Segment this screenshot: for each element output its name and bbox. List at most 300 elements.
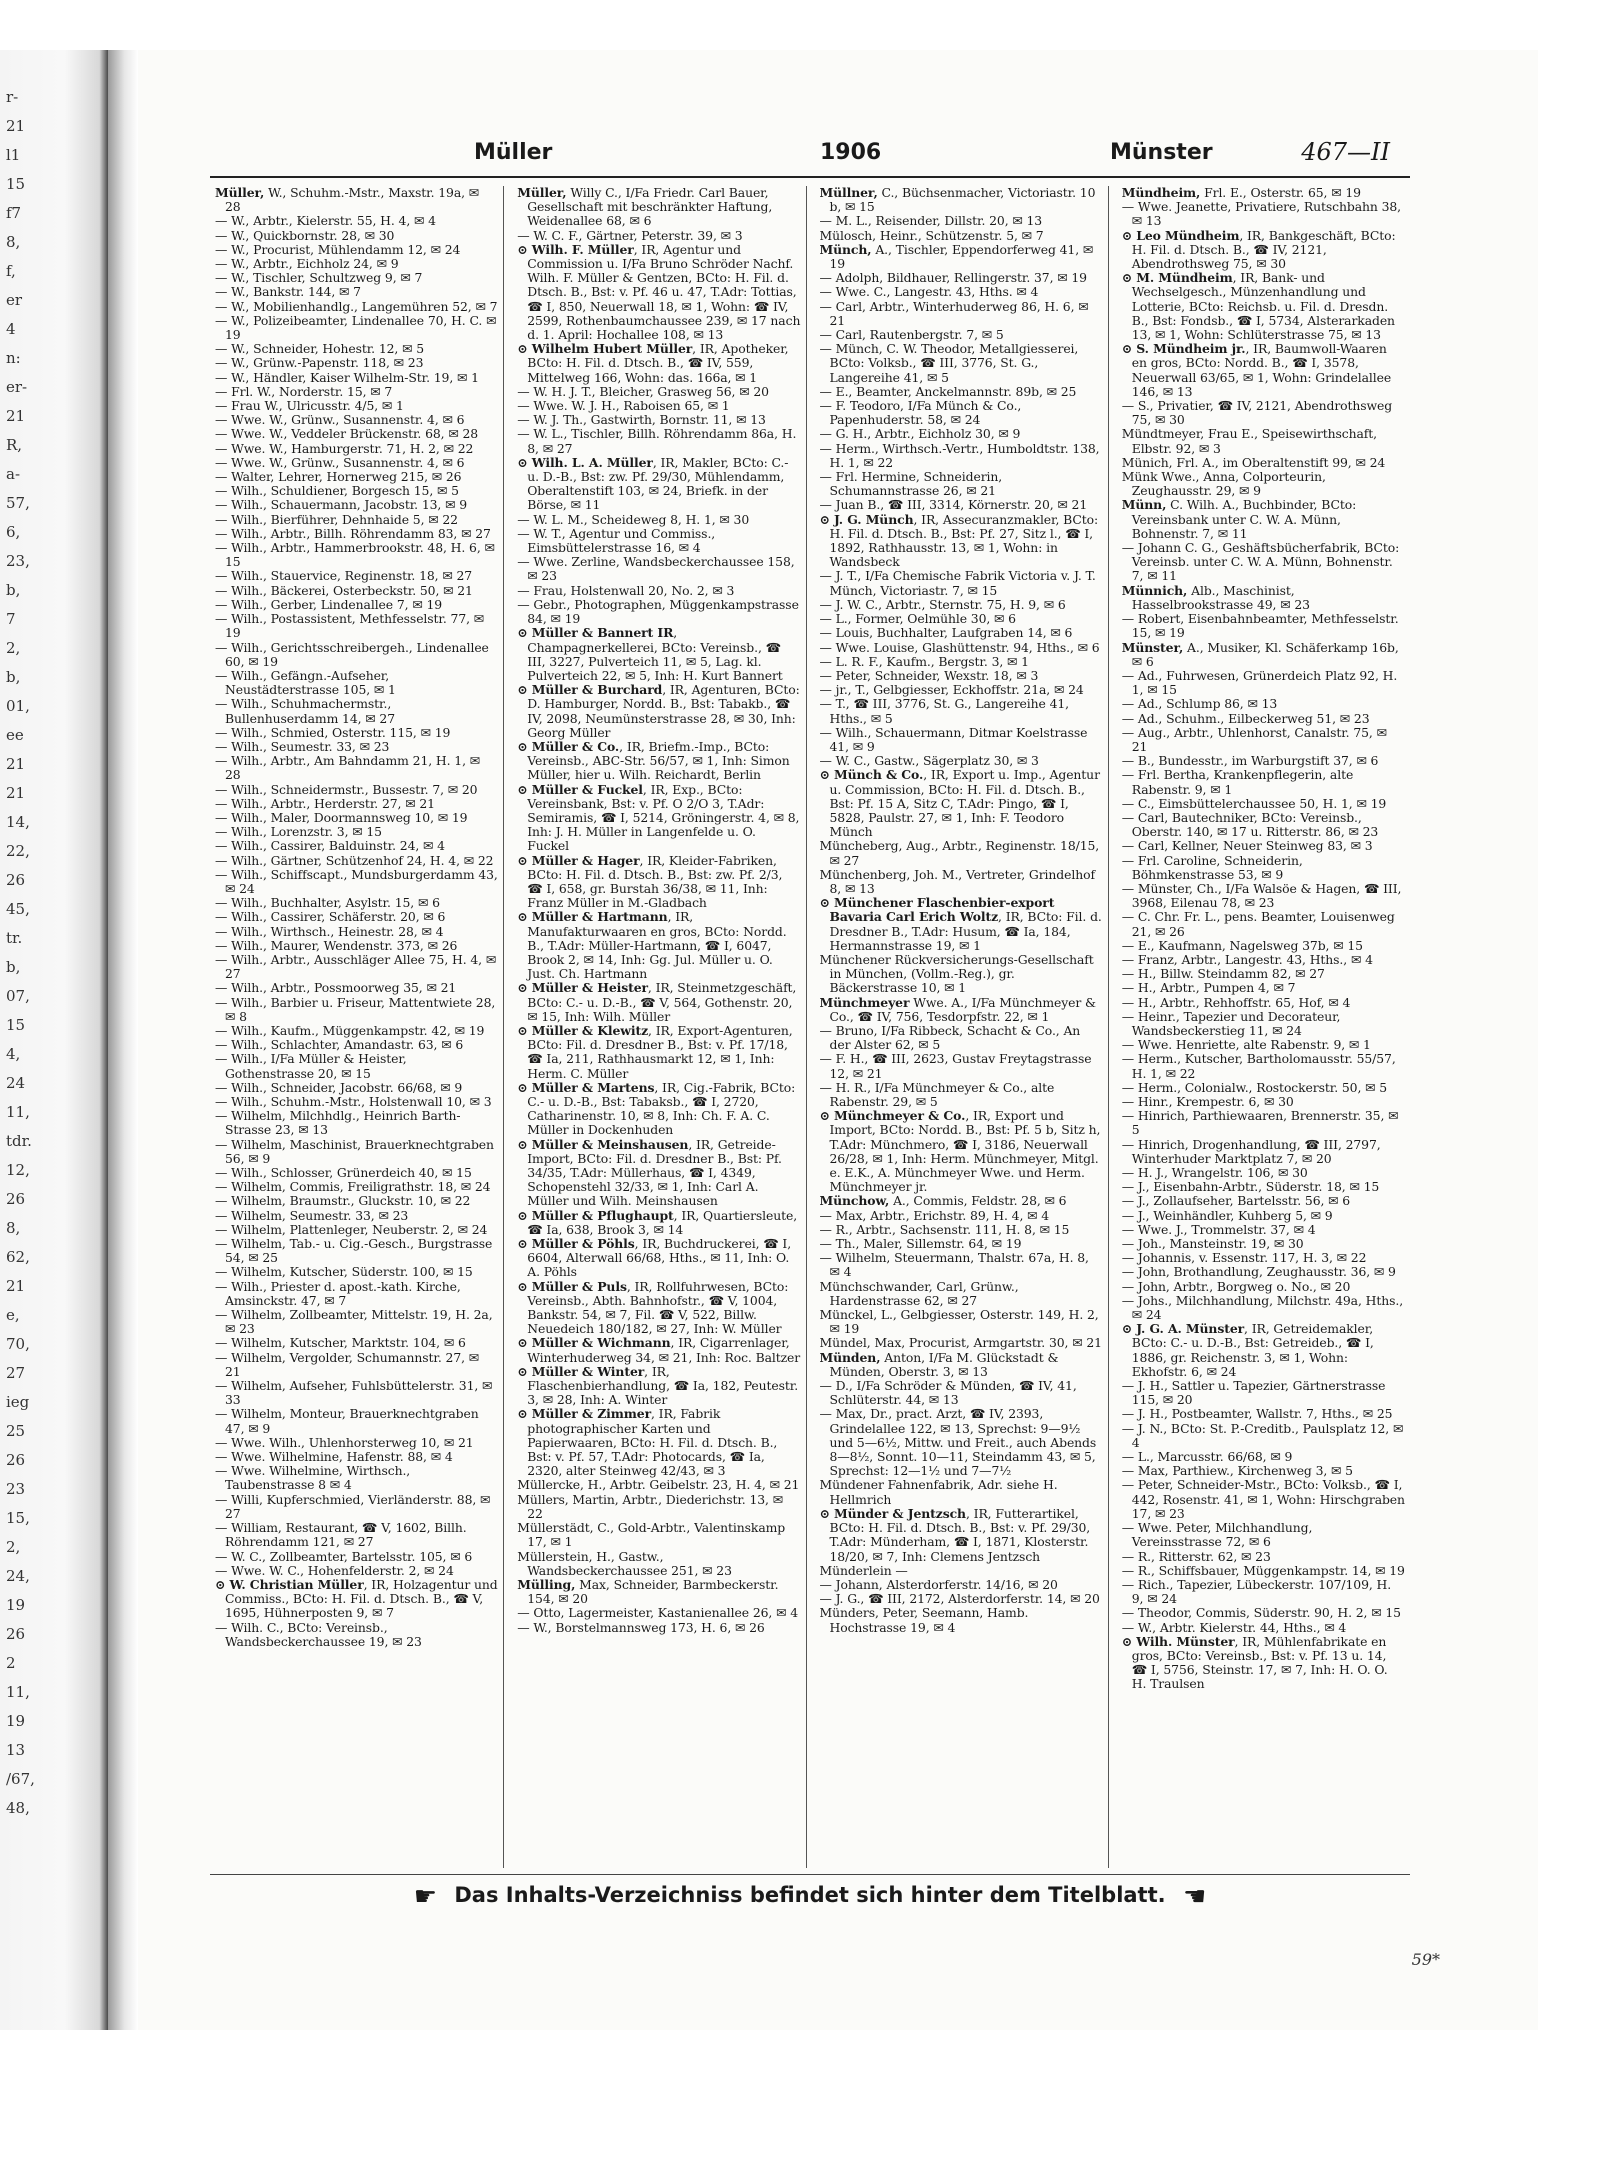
directory-entry: — Wilh., I/Fa Müller & Heister, Gothenstrasse 20, ✉ 15 xyxy=(215,1051,407,1081)
directory-entry: — Ad., Schlump 86, ✉ 13 xyxy=(1121,696,1278,712)
directory-entry: — Aug., Arbtr., Uhlenhorst, Canalstr. 75, ✉ 21 xyxy=(1121,724,1387,754)
directory-entry: — Max, Dr., pract. Arzt, ☎ IV, 2393, Grindelallee 122, ✉ 13, Sprechst: 9—9½ und 5—6½, Mittw. und Freit., auch Abends 8—8½, Sonnt. 10—11, Steindamm 43, ✉ 5, Sprechst: 12—1½ und 7—7½ xyxy=(819,1406,1097,1479)
directory-entry: — John, Arbtr., Borgweg o. No., ✉ 20 xyxy=(1121,1278,1351,1294)
directory-entry: — J. H., Sattler u. Tapezier, Gärtnerstrasse 115, ✉ 20 xyxy=(1121,1378,1386,1408)
directory-entry: Münden, Anton, I/Fa M. Glückstadt & Münden, Oberstr. 3, ✉ 13 xyxy=(819,1349,1059,1379)
directory-entry: — Wilhelm, Tab.- u. Cig.-Gesch., Burgstrasse 54, ✉ 25 xyxy=(215,1236,493,1266)
directory-entry: — Wilh., Postassistent, Methfesselstr. 77, ✉ 19 xyxy=(215,611,485,641)
directory-entry: Müller, W., Schuhm.-Mstr., Maxstr. 19a, ✉ 28 xyxy=(215,186,480,215)
directory-entry: Münderlein — xyxy=(819,1562,908,1578)
directory-entry: — Wilhelm, Milchhdlg., Heinrich Barth-Strasse 23, ✉ 13 xyxy=(215,1108,461,1138)
directory-entry: Münders, Peter, Seemann, Hamb. Hochstrasse 19, ✉ 4 xyxy=(819,1605,1029,1635)
directory-entry: — Frl. Hermine, Schneiderin, Schumannstrasse 26, ✉ 21 xyxy=(819,469,1003,499)
previous-page-text-fragment: f, xyxy=(6,262,16,280)
directory-entry: Münich, Frl. A., im Oberaltenstift 99, ✉ 24 xyxy=(1121,454,1386,470)
directory-entry: — Wilh., Schuhmachermstr., Bullenhuserdamm 14, ✉ 27 xyxy=(215,696,395,726)
previous-page-text-fragment: er- xyxy=(6,378,28,396)
directory-entry: — W. H. J. T., Bleicher, Grasweg 56, ✉ 20 xyxy=(517,383,769,399)
previous-page-text-fragment: n: xyxy=(6,349,21,367)
directory-entry: — Johann, Alsterdorferstr. 14/16, ✉ 20 xyxy=(819,1576,1058,1592)
previous-page-text-fragment: 8, xyxy=(6,233,21,251)
directory-entry: — Wilh., Buchhalter, Asylstr. 15, ✉ 6 xyxy=(215,895,440,911)
directory-entry: — Carl, Bautechniker, BCto: Vereinsb., Oberstr. 140, ✉ 17 u. Ritterstr. 86, ✉ 23 xyxy=(1121,809,1379,840)
previous-page-text-fragment: 12, xyxy=(6,1161,30,1179)
directory-entry: — E., Beamter, Anckelmannstr. 89b, ✉ 25 xyxy=(819,383,1077,399)
directory-entry: — H., Arbtr., Rehhoffstr. 65, Hof, ✉ 4 xyxy=(1121,994,1351,1010)
previous-page-text-fragment: 2 xyxy=(6,1654,16,1672)
previous-page-text-fragment: 19 xyxy=(6,1712,26,1730)
directory-entry: — Wilh., Cassirer, Balduinstr. 24, ✉ 4 xyxy=(215,838,445,854)
directory-entry: Mülling, Max, Schneider, Barmbeckerstr. 154, ✉ 20 xyxy=(517,1576,779,1607)
directory-entry: — Wilh., Wirthsch., Heinestr. 28, ✉ 4 xyxy=(215,923,444,939)
directory-entry: — Wilh., Schiffscapt., Mundsburgerdamm 43, ✉ 24 xyxy=(215,866,498,896)
directory-entry: ⊙ J. G. Münch, IR, Assecuranzmakler, BCto: H. Fil. d. Dtsch. B., Bst: Pf. 27, Sitz l., ☎ I, 1892, Rathhausstr. 13, ✉ 1, Wohn: in Wandsbeck xyxy=(819,511,1099,570)
directory-entry: ⊙ Müller & Burchard, IR, Agenturen, BCto: D. Hamburger, Nordd. B., Bst: Tabakb., ☎ IV, 2098, Neumünsterstrasse 28, ✉ 30, Inh: Georg Müller xyxy=(517,682,800,740)
directory-entry: Münchschwander, Carl, Grünw., Hardenstrasse 62, ✉ 27 xyxy=(819,1278,1019,1308)
directory-entry: — Bruno, I/Fa Ribbeck, Schacht & Co., An der Alster 62, ✉ 5 xyxy=(819,1022,1081,1053)
directory-entry: — Theodor, Commis, Süderstr. 90, H. 2, ✉ 15 xyxy=(1121,1605,1401,1621)
directory-entry: — J., Weinhändler, Kuhberg 5, ✉ 9 xyxy=(1121,1207,1333,1223)
directory-entry: — Frl. Caroline, Schneiderin, Böhmkenstrasse 53, ✉ 9 xyxy=(1121,852,1303,882)
directory-entry: — Wilhelm, Vergolder, Schumannstr. 27, ✉ 21 xyxy=(215,1349,480,1379)
directory-entry: — W., Quickbornstr. 28, ✉ 30 xyxy=(215,227,395,243)
directory-entry: ⊙ Münchener Flaschenbier-export Bavaria Carl Erich Woltz, IR, BCto: Fil. d. Dresdner B., T.Adr: Husum, ☎ Ia, 184, Hermannstrasse 19, ✉ 1 xyxy=(819,895,1102,953)
directory-entry: — Wilh., Bierführer, Dehnhaide 5, ✉ 22 xyxy=(215,511,458,527)
printer-signature: 59* xyxy=(1411,1950,1440,1969)
directory-entry: — Joh., Mansteinstr. 19, ✉ 30 xyxy=(1121,1236,1304,1252)
previous-page-text-fragment: r- xyxy=(6,88,19,106)
previous-page-text-fragment: 57, xyxy=(6,494,30,512)
directory-entry: — D., I/Fa Schröder & Münden, ☎ IV, 41, Schlüterstr. 44, ✉ 13 xyxy=(819,1378,1077,1408)
directory-entry: — Wilhelm, Kutscher, Süderstr. 100, ✉ 15 xyxy=(215,1264,473,1280)
directory-entry: — Wilh., Priester d. apost.-kath. Kirche, Amsinckstr. 47, ✉ 7 xyxy=(215,1278,461,1308)
directory-entry: Münk Wwe., Anna, Colporteurin, Zeughausstr. 29, ✉ 9 xyxy=(1121,469,1326,499)
directory-entry: ⊙ Müller & Pflughaupt, IR, Quartiersleute, ☎ Ia, 638, Brook 3, ✉ 14 xyxy=(517,1207,798,1237)
directory-entry: — W. T., Agentur und Commiss., Eimsbüttelerstrasse 16, ✉ 4 xyxy=(517,525,716,556)
previous-page-text-fragment: ieg xyxy=(6,1393,30,1411)
previous-page-text-fragment: 26 xyxy=(6,871,26,889)
directory-entry: ⊙ Müller & Fuckel, IR, Exp., BCto: Vereinsbank, Bst: v. Pf. O 2/O 3, T.Adr: Semiramis, ☎ I, 5214, Gröningerstr. 4, ✉ 8, Inh: J. H. Müller in Langenfelde u. O. Fuckel xyxy=(517,781,800,854)
directory-entry: ⊙ Müller & Bannert IR, Champagnerkellerei, BCto: Vereinsb., ☎ III, 3227, Pulverteich 11, ✉ 5, Lag. kl. Pulverteich 22, ✉ 5, Inh: H. Kurt Bannert xyxy=(517,625,783,683)
directory-entry: — Wilhelm, Maschinist, Brauerknechtgraben 56, ✉ 9 xyxy=(215,1136,494,1166)
directory-entry: ⊙ Münchmeyer & Co., IR, Export und Import, BCto: Nordd. B., Bst: Pf. 5 b, Sitz h, T.Adr: Münchmero, ☎ I, 3186, Neuerwall 26/28, ✉ 1, Inh: Herm. Münchmeyer, Mitgl. e. E.K., A. Münchmeyer Wwe. und Herm. Münchmeyer jr. xyxy=(819,1108,1101,1195)
directory-entry: ⊙ W. Christian Müller, IR, Holzagentur und Commiss., BCto: H. Fil. d. Dtsch. B., ☎ V, 1695, Hühnerposten 9, ✉ 7 xyxy=(215,1576,498,1621)
directory-entry: — Juan B., ☎ III, 3314, Körnerstr. 20, ✉ 21 xyxy=(819,497,1088,513)
directory-entry: — J. N., BCto: St. P.-Creditb., Paulsplatz 12, ✉ 4 xyxy=(1121,1420,1404,1450)
directory-entry: ⊙ Wilh. Münster, IR, Mühlenfabrikate en gros, BCto: Vereinsb., Bst: v. Pf. 13 u. 14, ☎ I, 5756, Steinstr. 17, ✉ 7, Inh: H. O. O. H. Traulsen xyxy=(1121,1633,1388,1692)
directory-entry: Müllercke, H., Arbtr. Geibelstr. 23, H. 4, ✉ 21 xyxy=(517,1477,800,1493)
directory-entry: — Wwe. C., Langestr. 43, Hths. ✉ 4 xyxy=(819,284,1039,300)
directory-entry: ⊙ Müller & Hartmann, IR, Manufakturwaaren en gros, BCto: Nordd. B., T.Adr: Müller-Hartmann, ☎ I, 6047, Brook 2, ✉ 14, Inh: Gg. Jul. Müller u. O. Just. Ch. Hartmann xyxy=(517,909,787,982)
directory-entry: — W., Schneider, Hohestr. 12, ✉ 5 xyxy=(215,341,425,357)
directory-entry: — Wwe. Wilhelmine, Wirthsch., Taubenstrasse 8 ✉ 4 xyxy=(215,1463,411,1493)
directory-entry: — Peter, Schneider, Wexstr. 18, ✉ 3 xyxy=(819,667,1039,683)
directory-entry: — G. H., Arbtr., Eichholz 30, ✉ 9 xyxy=(819,426,1021,442)
directory-entry: — Wilhelm, Monteur, Brauerknechtgraben 47, ✉ 9 xyxy=(215,1406,479,1436)
previous-page-text-fragment: 8, xyxy=(6,1219,21,1237)
directory-entry: ⊙ Wilh. L. A. Müller, IR, Makler, BCto: C.- u. D.-B., Bst: zw. Pf. 29/30, Mühlendamm, Oberaltenstift 103, ✉ 24, Briefk. in der Börse, ✉ 11 xyxy=(517,454,789,513)
directory-columns xyxy=(210,186,1410,1868)
directory-entry: Müller, Willy C., I/Fa Friedr. Carl Bauer, Gesellschaft mit beschränkter Haftung, Weidenallee 68, ✉ 6 xyxy=(517,186,773,229)
column-3 xyxy=(815,186,1109,1868)
directory-entry: — Wwe. W., Veddeler Brückenstr. 68, ✉ 28 xyxy=(215,426,479,442)
directory-entry: — Herm., Kutscher, Bartholomausstr. 55/57, H. 1, ✉ 22 xyxy=(1121,1051,1396,1081)
directory-entry: Mündel, Max, Procurist, Armgartstr. 30, ✉ 21 xyxy=(819,1335,1102,1351)
directory-entry: ⊙ Müller & Heister, IR, Steinmetzgeschäft, BCto: C.- u. D.-B., ☎ V, 564, Gothenstr. 20, ✉ 15, Inh: Wilh. Müller xyxy=(517,980,797,1024)
directory-entry: — R., Arbtr., Sachsenstr. 111, H. 8, ✉ 15 xyxy=(819,1221,1070,1237)
directory-entry: — Wwe. J., Trommelstr. 37, ✉ 4 xyxy=(1121,1221,1316,1237)
directory-entry: — Ad., Schuhm., Eilbeckerweg 51, ✉ 23 xyxy=(1121,710,1370,726)
directory-entry: ⊙ J. G. A. Münster, IR, Getreidemakler, BCto: C.- u. D.-B., Bst: Getreideb., ☎ I, 1886, gr. Reichenstr. 3, ✉ 1, Wohn: Ekhofstr. 6, ✉ 24 xyxy=(1121,1321,1374,1379)
directory-entry: — Hinrich, Parthiewaaren, Brennerstr. 35, ✉ 5 xyxy=(1121,1108,1399,1138)
directory-entry: — Wilh., Barbier u. Friseur, Mattentwiete 28, ✉ 8 xyxy=(215,994,496,1024)
directory-entry: — R., Ritterstr. 62, ✉ 23 xyxy=(1121,1548,1271,1564)
directory-entry: — Carl, Rautenbergstr. 7, ✉ 5 xyxy=(819,327,1004,343)
directory-entry: — Wilh., Seumestr. 33, ✉ 23 xyxy=(215,738,390,754)
directory-entry: — W., Tischler, Schultzweg 9, ✉ 7 xyxy=(215,270,423,286)
previous-page-text-fragment: 27 xyxy=(6,1364,26,1382)
directory-entry: Müllerstein, H., Gastw., Wandsbeckerchaussee 251, ✉ 23 xyxy=(517,1548,732,1578)
footer-text: Das Inhalts-Verzeichniss befindet sich hinter dem Titelblatt. xyxy=(454,1883,1166,1907)
directory-entry: ⊙ Müller & Meinshausen, IR, Getreide-Import, BCto: Fil. d. Dresdner B., Bst: Pf. 34/35, T.Adr: Müllerhaus, ☎ I, 4349, Schopenstehl 32/33, ✉ 1, Inh: Carl A. Müller und Wilh. Meinshausen xyxy=(517,1136,782,1209)
directory-entry: — W., Händler, Kaiser Wilhelm-Str. 19, ✉ 1 xyxy=(215,369,479,385)
previous-page-text-fragment: 15 xyxy=(6,1016,26,1034)
directory-entry: — Wilh., Arbtr., Ausschläger Allee 75, H. 4, ✉ 27 xyxy=(215,951,497,982)
directory-entry: Münch, A., Tischler, Eppendorferweg 41, ✉ 19 xyxy=(819,241,1094,272)
previous-page-text-fragment: 24 xyxy=(6,1074,26,1092)
directory-entry: — Frau, Holstenwall 20, No. 2, ✉ 3 xyxy=(517,582,735,598)
directory-entry: — Wilh., Arbtr., Am Bahndamm 21, H. 1, ✉ 28 xyxy=(215,753,481,783)
directory-entry: — Wilh., Schlachter, Amandastr. 63, ✉ 6 xyxy=(215,1037,464,1053)
directory-entry: Münchenberg, Joh. M., Vertreter, Grindelhof 8, ✉ 13 xyxy=(819,866,1095,896)
directory-entry: ⊙ Leo Mündheim, IR, Bankgeschäft, BCto: H. Fil. d. Dtsch. B., ☎ IV, 2121, Abendrothsweg 75, ✉ 30 xyxy=(1121,227,1396,272)
directory-entry: — S., Privatier, ☎ IV, 2121, Abendrothsweg 75, ✉ 30 xyxy=(1121,398,1393,428)
directory-entry: — J. T., I/Fa Chemische Fabrik Victoria v. J. T. Münch, Victoriastr. 7, ✉ 15 xyxy=(819,568,1096,598)
directory-entry: — H. J., Wrangelstr. 106, ✉ 30 xyxy=(1121,1165,1308,1181)
previous-page-text-fragment: 14, xyxy=(6,813,30,831)
previous-page-text-fragment: tr. xyxy=(6,929,23,947)
directory-entry: Müllner, C., Büchsenmacher, Victoriastr. 10 b, ✉ 15 xyxy=(819,186,1096,215)
directory-entry: Münn, C. Wilh. A., Buchbinder, BCto: Vereinsbank unter C. W. A. Münn, Bohnenstr. 7, ✉ 11 xyxy=(1121,497,1357,541)
previous-page-text-fragment: 48, xyxy=(6,1799,30,1817)
previous-page-text-fragment: 21 xyxy=(6,117,26,135)
directory-entry: — Wilh., Schuldiener, Borgesch 15, ✉ 5 xyxy=(215,483,459,499)
directory-entry: — Wilh., Bäckerei, Osterbeckstr. 50, ✉ 21 xyxy=(215,582,473,598)
directory-entry: — W., Polizeibeamter, Lindenallee 70, H. C. ✉ 19 xyxy=(215,312,497,343)
directory-entry: ⊙ Müller & Zimmer, IR, Fabrik photographischer Karten und Papierwaaren, BCto: H. Fil. d. Dtsch. B., Bst: v. Pf. 57, T.Adr: Photocards, ☎ Ia, 2320, alter Steinweg 42/43, ✉ 3 xyxy=(517,1406,778,1479)
previous-page-text-fragment: b, xyxy=(6,958,21,976)
previous-page-text-fragment: e, xyxy=(6,1306,20,1324)
directory-entry: — W. J. Th., Gastwirth, Bornstr. 11, ✉ 13 xyxy=(517,412,766,428)
directory-entry: — J. W. C., Arbtr., Sternstr. 75, H. 9, ✉ 6 xyxy=(819,596,1066,612)
directory-entry: — Wwe. Wilh., Uhlenhorsterweg 10, ✉ 21 xyxy=(215,1434,474,1450)
directory-entry: — Frau W., Ulricusstr. 4/5, ✉ 1 xyxy=(215,398,404,414)
directory-entry: ⊙ Müller & Pöhls, IR, Buchdruckerei, ☎ I, 6604, Alterwall 66/68, Hths., ✉ 11, Inh: O. A. Pöhls xyxy=(517,1236,792,1280)
previous-page-edge xyxy=(0,50,111,2030)
previous-page-text-fragment: l1 xyxy=(6,146,21,164)
directory-entry: ⊙ Müller & Hager, IR, Kleider-Fabriken, BCto: H. Fil. d. Dtsch. B., Bst: zw. Pf. 2/3, ☎ I, 658, gr. Burstah 36/38, ✉ 11, Inh: Franz Müller in M.-Gladbach xyxy=(517,852,783,911)
directory-entry: — Wwe. W., Hamburgerstr. 71, H. 2, ✉ 22 xyxy=(215,440,474,456)
directory-entry: — Peter, Schneider-Mstr., BCto: Volksb., ☎ I, 442, Rosenstr. 41, ✉ 1, Wohn: Hirschgraben 17, ✉ 23 xyxy=(1121,1477,1405,1521)
previous-page-text-fragment: 13 xyxy=(6,1741,26,1759)
directory-entry: — Robert, Eisenbahnbeamter, Methfesselstr. 15, ✉ 19 xyxy=(1121,611,1399,641)
directory-entry: ⊙ Müller & Wichmann, IR, Cigarrenlager, Winterhuderweg 34, ✉ 21, Inh: Roc. Baltzer xyxy=(517,1335,801,1365)
previous-page-text-fragment: 26 xyxy=(6,1451,26,1469)
directory-entry: — Th., Maler, Sillemstr. 64, ✉ 19 xyxy=(819,1236,1022,1252)
previous-page-text-fragment: 4 xyxy=(6,320,16,338)
directory-entry: — Wilh. C., BCto: Vereinsb., Wandsbeckerchaussee 19, ✉ 23 xyxy=(215,1619,422,1649)
directory-entry: ⊙ S. Mündheim jr., IR, Baumwoll-Waaren en gros, BCto: Nordd. B., ☎ I, 3578, Neuerwall 63/65, ✉ 1, Wohn: Grindelallee 146, ✉ 13 xyxy=(1121,341,1392,399)
directory-entry: ⊙ Münch & Co., IR, Export u. Imp., Agentur u. Commission, BCto: H. Fil. d. Dtsch. B., Bst: Pf. 15 A, Sitz C, T.Adr: Pingo, ☎ I, 5828, Paulstr. 27, ✉ 1, Inh: F. Teodoro Münch xyxy=(819,767,1100,840)
previous-page-text-fragment: 22, xyxy=(6,842,30,860)
directory-entry: — Wilh., Schneidermstr., Bussestr. 7, ✉ 20 xyxy=(215,781,478,797)
directory-entry: — W., Borstelmannsweg 173, H. 6, ✉ 26 xyxy=(517,1619,765,1635)
directory-entry: — Wilh., Schuhm.-Mstr., Holstenwall 10, ✉ 3 xyxy=(215,1094,492,1109)
directory-entry: — Wilh., Gefängn.-Aufseher, Neustädterstrasse 105, ✉ 1 xyxy=(215,667,396,698)
directory-entry: — Hinr., Krempestr. 6, ✉ 30 xyxy=(1121,1094,1294,1109)
directory-entry: — Wilhelm, Braumstr., Gluckstr. 10, ✉ 22 xyxy=(215,1193,471,1209)
directory-entry: Münster, A., Musiker, Kl. Schäferkamp 16b, ✉ 6 xyxy=(1121,639,1399,669)
directory-entry: — W. C., Zollbeamter, Bartelsstr. 105, ✉ 6 xyxy=(215,1548,473,1564)
previous-page-text-fragment: 15 xyxy=(6,175,26,193)
directory-entry: — Wilh., Gärtner, Schützenhof 24, H. 4, ✉ 22 xyxy=(215,852,494,868)
directory-entry: — Wilh., Gerber, Lindenallee 7, ✉ 19 xyxy=(215,596,443,612)
directory-entry: — Wilh., Schmied, Osterstr. 115, ✉ 19 xyxy=(215,724,451,740)
previous-page-text-fragment: 4, xyxy=(6,1045,21,1063)
directory-entry: — W. C. F., Gärtner, Peterstr. 39, ✉ 3 xyxy=(517,227,743,243)
directory-entry: — L. R. F., Kaufm., Bergstr. 3, ✉ 1 xyxy=(819,653,1029,669)
directory-entry: — Otto, Lagermeister, Kastanienallee 26, ✉ 4 xyxy=(517,1605,798,1621)
previous-page-text-fragment: 15, xyxy=(6,1509,30,1527)
directory-entry: — J. H., Postbeamter, Wallstr. 7, Hths., ✉ 25 xyxy=(1121,1406,1393,1422)
directory-entry: — Herm., Wirthsch.-Vertr., Humboldtstr. 138, H. 1, ✉ 22 xyxy=(819,440,1100,470)
pointing-hand-left-icon: ☚ xyxy=(1182,1882,1207,1912)
previous-page-text-fragment: 21 xyxy=(6,784,26,802)
previous-page-text-fragment: 23 xyxy=(6,1480,26,1498)
directory-entry: — L., Former, Oelmühle 30, ✉ 6 xyxy=(819,611,1016,627)
page-number: 467—II xyxy=(1301,138,1390,166)
directory-entry: — W., Arbtr., Kielerstr. 55, H. 4, ✉ 4 xyxy=(215,213,436,229)
header-name-range-end: Münster xyxy=(1110,140,1213,165)
previous-page-text-fragment: 19 xyxy=(6,1596,26,1614)
directory-entry: Mündener Fahnenfabrik, Adr. siehe H. Hellmrich xyxy=(819,1477,1058,1507)
directory-entry: — F. Teodoro, I/Fa Münch & Co., Papenhuderstr. 58, ✉ 24 xyxy=(819,398,1022,428)
previous-page-text-fragment: a- xyxy=(6,465,21,483)
directory-entry: — Wwe. Henriette, alte Rabenstr. 9, ✉ 1 xyxy=(1121,1037,1371,1053)
directory-entry: Münnich, Alb., Maschinist, Hasselbrookstrasse 49, ✉ 23 xyxy=(1121,582,1310,612)
previous-page-text-fragment: 62, xyxy=(6,1248,30,1266)
directory-entry: — Wilh., Schneider, Jacobstr. 66/68, ✉ 9 xyxy=(215,1079,463,1095)
footer-rule xyxy=(210,1874,1410,1875)
pointing-hand-right-icon: ☛ xyxy=(413,1882,438,1912)
directory-entry: — Münster, Ch., I/Fa Walsöe & Hagen, ☎ III, 3968, Eilenau 78, ✉ 23 xyxy=(1121,880,1402,911)
book-gutter xyxy=(108,50,138,2030)
previous-page-text-fragment: 70, xyxy=(6,1335,30,1353)
directory-entry: — Louis, Buchhalter, Laufgraben 14, ✉ 6 xyxy=(819,625,1073,641)
directory-entry: — Herm., Colonialw., Rostockerstr. 50, ✉ 5 xyxy=(1121,1079,1388,1095)
directory-entry: — Wilhelm, Steuermann, Thalstr. 67a, H. 8, ✉ 4 xyxy=(819,1250,1089,1280)
directory-entry: ⊙ Müller & Klewitz, IR, Export-Agenturen, BCto: Fil. d. Dresdner B., Bst: v. Pf. 17/18, ☎ Ia, 211, Rathhausmarkt 12, ✉ 1, Inh: Herm. C. Müller xyxy=(517,1022,793,1081)
directory-entry: — Heinr., Tapezier und Decorateur, Wandsbeckerstieg 11, ✉ 24 xyxy=(1121,1008,1341,1038)
directory-entry: — W., Arbtr., Eichholz 24, ✉ 9 xyxy=(215,256,399,272)
directory-entry: — W., Mobilienhandlg., Langemühren 52, ✉ 7 xyxy=(215,298,498,314)
previous-page-text-fragment: 21 xyxy=(6,407,26,425)
directory-entry: ⊙ Müller & Winter, IR, Flaschenbierhandlung, ☎ Ia, 182, Peutestr. 3, ✉ 28, Inh: A. Winter xyxy=(517,1363,799,1408)
directory-entry: — C., Eimsbüttelerchaussee 50, H. 1, ✉ 19 xyxy=(1121,795,1387,811)
directory-entry: — Frl. Bertha, Krankenpflegerin, alte Rabenstr. 9, ✉ 1 xyxy=(1121,767,1354,797)
directory-entry: — Johs., Milchhandlung, Milchstr. 49a, Hths., ✉ 24 xyxy=(1121,1292,1404,1323)
directory-entry: Müllerstädt, C., Gold-Arbtr., Valentinskamp 17, ✉ 1 xyxy=(517,1520,786,1550)
column-4 xyxy=(1117,186,1410,1868)
directory-entry: — W., Grünw.-Papenstr. 118, ✉ 23 xyxy=(215,355,424,371)
directory-entry: — W., Arbtr. Kielerstr. 44, Hths., ✉ 4 xyxy=(1121,1619,1347,1635)
directory-entry: — H. R., I/Fa Münchmeyer & Co., alte Rabenstr. 29, ✉ 5 xyxy=(819,1079,1055,1109)
previous-page-text-fragment: er xyxy=(6,291,23,309)
directory-entry: — L., Marcusstr. 66/68, ✉ 9 xyxy=(1121,1449,1293,1465)
directory-entry: — E., Kaufmann, Nagelsweg 37b, ✉ 15 xyxy=(1121,937,1363,953)
previous-page-text-fragment: 23, xyxy=(6,552,30,570)
directory-entry: — R., Schiffsbauer, Müggenkampstr. 14, ✉ 19 xyxy=(1121,1562,1405,1578)
directory-entry: — W., Procurist, Mühlendamm 12, ✉ 24 xyxy=(215,241,461,257)
directory-entry: — John, Brothandlung, Zeughausstr. 36, ✉ 9 xyxy=(1121,1264,1396,1280)
directory-entry: ⊙ Wilh. F. Müller, IR, Agentur und Commission u. I/Fa Bruno Schröder Nachf. Wilh. F. Müller & Gentzen, BCto: H. Fil. d. Dtsch. B., Bst: v. Pf. 46 u. 47, T.Adr: Tottias, ☎ I, 850, Neuerwall 18, ✉ 1, Wohn: ☎ IV, 2599, Rothenbaumchaussee 239, ✉ 17 nach d. 1. April: Hochallee 108, ✉ 13 xyxy=(517,241,801,343)
directory-entry: — J., Eisenbahn-Arbtr., Süderstr. 18, ✉ 15 xyxy=(1121,1179,1380,1195)
directory-entry: — W. C., Gastw., Sägerplatz 30, ✉ 3 xyxy=(819,753,1039,769)
directory-entry: — Wilh., Maurer, Wendenstr. 373, ✉ 26 xyxy=(215,937,458,953)
directory-entry: Münchow, A., Commis, Feldstr. 28, ✉ 6 xyxy=(819,1193,1067,1209)
directory-entry: — Adolph, Bildhauer, Rellingerstr. 37, ✉ 19 xyxy=(819,270,1087,286)
header-year: 1906 xyxy=(820,140,882,165)
directory-entry: — Wilh., Schauermann, Ditmar Koelstrasse 41, ✉ 9 xyxy=(819,724,1088,754)
directory-entry: — J., Zollaufseher, Bartelsstr. 56, ✉ 6 xyxy=(1121,1193,1351,1209)
directory-entry: Münckel, L., Gelbgiesser, Osterstr. 149, H. 2, ✉ 19 xyxy=(819,1307,1099,1337)
previous-page-text-fragment: 25 xyxy=(6,1422,26,1440)
previous-page-text-fragment: 2, xyxy=(6,639,21,657)
directory-entry: — Max, Parthiew., Kirchenweg 3, ✉ 5 xyxy=(1121,1463,1353,1479)
directory-entry: — Carl, Arbtr., Winterhuderweg 86, H. 6, ✉ 21 xyxy=(819,298,1089,328)
previous-page-text-fragment: 26 xyxy=(6,1190,26,1208)
previous-page-text-fragment: tdr. xyxy=(6,1132,32,1150)
directory-entry: ⊙ Müller & Martens, IR, Cig.-Fabrik, BCto: C.- u. D.-B., Bst: Tabaksb., ☎ I, 2720, Catharinenstr. 10, ✉ 8, Inh: Ch. F. A. C. Müller in Dockenhuden xyxy=(517,1079,796,1138)
previous-page-text-fragment: 21 xyxy=(6,1277,26,1295)
directory-entry: — Wilhelm, Commis, Freiligrathstr. 18, ✉ 24 xyxy=(215,1179,491,1195)
directory-entry: ⊙ M. Mündheim, IR, Bank- und Wechselgesch., Münzenhandlung und Lotterie, BCto: Reichsb. u. Fil. d. Dresdn. B., Bst: Fondsb., ☎ I, 5734, Alsterarkaden 13, ✉ 1, Wohn: Schlüterstrasse 75, ✉ 13 xyxy=(1121,270,1395,343)
previous-page-text-fragment: 11, xyxy=(6,1683,30,1701)
directory-entry: — Wilh., Schauermann, Jacobstr. 13, ✉ 9 xyxy=(215,497,467,513)
directory-entry: — Wilh., Gerichtsschreibergeh., Lindenallee 60, ✉ 19 xyxy=(215,639,489,669)
previous-page-text-fragment: 45, xyxy=(6,900,30,918)
directory-entry: — Ad., Fuhrwesen, Grünerdeich Platz 92, H. 1, ✉ 15 xyxy=(1121,667,1398,698)
directory-entry: — Wilh., Arbtr., Herderstr. 27, ✉ 21 xyxy=(215,795,435,811)
previous-page-text-fragment: b, xyxy=(6,668,21,686)
previous-page-text-fragment: 01, xyxy=(6,697,30,715)
directory-entry: ⊙ Wilhelm Hubert Müller, IR, Apotheker, BCto: H. Fil. d. Dtsch. B., ☎ IV, 559, Mittelweg 166, Wohn: das. 166a, ✉ 1 xyxy=(517,341,789,385)
directory-entry: — Walter, Lehrer, Hornerweg 215, ✉ 26 xyxy=(215,469,462,485)
directory-entry: — Wilh., Arbtr., Hammerbrookstr. 48, H. 6, ✉ 15 xyxy=(215,540,495,570)
directory-entry: — Wwe. W., Grünw., Susannenstr. 4, ✉ 6 xyxy=(215,454,465,470)
directory-entry: Müllers, Martin, Arbtr., Diederichstr. 13, ✉ 22 xyxy=(517,1491,783,1521)
directory-entry: — Wilh., Cassirer, Schäferstr. 20, ✉ 6 xyxy=(215,909,446,925)
directory-entry: ⊙ Müller & Co., IR, Briefm.-Imp., BCto: Vereinsb., ABC-Str. 56/57, ✉ 1, Inh: Simon Müller, hier u. Wilh. Reichardt, Berlin xyxy=(517,738,790,783)
directory-entry: — Rich., Tapezier, Lübeckerstr. 107/109, H. 9, ✉ 24 xyxy=(1121,1576,1392,1607)
header-name-range: Müller xyxy=(474,140,553,165)
directory-entry: — Gebr., Photographen, Müggenkampstrasse 84, ✉ 19 xyxy=(517,596,799,627)
column-1 xyxy=(210,186,504,1868)
directory-entry: — Johann C. G., Geshäftsbücherfabrik, BCto: Vereinsb. unter C. W. A. Münn, Bohnenstr. 7, ✉ 11 xyxy=(1121,540,1400,584)
directory-entry: — jr., T., Gelbgiesser, Eckhoffstr. 21a, ✉ 24 xyxy=(819,682,1084,698)
directory-entry: — Wilh., Maler, Doormannsweg 10, ✉ 19 xyxy=(215,809,468,825)
directory-entry: — Wwe. W. J. H., Raboisen 65, ✉ 1 xyxy=(517,398,730,414)
directory-entry: ⊙ Müller & Puls, IR, Rollfuhrwesen, BCto: Vereinsb., Abth. Bahnhofstr., ☎ V, 1004, Bankstr. 54, ✉ 7, Fil. ☎ V, 522, Billw. Neuedeich 180/182, ✉ 27, Inh: W. Müller xyxy=(517,1278,789,1337)
directory-entry: — Wilh., Stauervice, Reginenstr. 18, ✉ 27 xyxy=(215,568,473,584)
directory-entry: — Wwe. Wilhelmine, Hafenstr. 88, ✉ 4 xyxy=(215,1449,453,1465)
directory-entry: — Wilh., Arbtr., Billh. Röhrendamm 83, ✉ 27 xyxy=(215,525,491,541)
directory-entry: Münchmeyer Wwe. A., I/Fa Münchmeyer & Co., ☎ IV, 756, Tesdorpfstr. 22, ✉ 1 xyxy=(819,994,1096,1024)
directory-entry: — Wwe. Jeanette, Privatiere, Rutschbahn 38, ✉ 13 xyxy=(1121,199,1402,229)
directory-entry: — Wilh., Arbtr., Possmoorweg 35, ✉ 21 xyxy=(215,980,457,996)
previous-page-text-fragment: 07, xyxy=(6,987,30,1005)
directory-entry: Müncheberg, Aug., Arbtr., Reginenstr. 18/15, ✉ 27 xyxy=(819,838,1100,868)
directory-entry: — H., Billw. Steindamm 82, ✉ 27 xyxy=(1121,966,1325,982)
running-head xyxy=(210,140,1390,170)
previous-page-text-fragment: R, xyxy=(6,436,23,454)
directory-entry: — Wilhelm, Plattenleger, Neuberstr. 2, ✉ 24 xyxy=(215,1221,488,1237)
directory-entry: — Münch, C. W. Theodor, Metallgiesserei, BCto: Volksb., ☎ III, 3776, St. G., Langereihe 41, ✉ 5 xyxy=(819,341,1079,385)
previous-page-text-fragment: b, xyxy=(6,581,21,599)
directory-entry: — Max, Arbtr., Erichstr. 89, H. 4, ✉ 4 xyxy=(819,1207,1050,1223)
directory-entry: — B., Bundesstr., im Warburgstift 37, ✉ 6 xyxy=(1121,753,1379,769)
directory-entry: — H., Arbtr., Pumpen 4, ✉ 7 xyxy=(1121,980,1296,996)
directory-entry: — Wwe. W., Grünw., Susannenstr. 4, ✉ 6 xyxy=(215,412,465,428)
directory-entry: — Johannis, v. Essenstr. 117, H. 3, ✉ 22 xyxy=(1121,1250,1367,1266)
header-rule xyxy=(210,176,1410,178)
directory-entry: — Wilhelm, Kutscher, Marktstr. 104, ✉ 6 xyxy=(215,1335,466,1351)
directory-entry: — J. G., ☎ III, 2172, Alsterdorferstr. 14, ✉ 20 xyxy=(819,1591,1100,1607)
previous-page-text-fragment: 7 xyxy=(6,610,16,628)
directory-entry: — Wilhelm, Aufseher, Fuhlsbüttelerstr. 31, ✉ 33 xyxy=(215,1378,493,1408)
column-2 xyxy=(512,186,806,1868)
directory-entry: — Carl, Kellner, Neuer Steinweg 83, ✉ 3 xyxy=(1121,838,1373,854)
previous-page-text-fragment: 21 xyxy=(6,755,26,773)
previous-page-text-fragment: f7 xyxy=(6,204,22,222)
directory-entry: Mülosch, Heinr., Schützenstr. 5, ✉ 7 xyxy=(819,227,1044,243)
directory-entry: — F. H., ☎ III, 2623, Gustav Freytagstrasse 12, ✉ 21 xyxy=(819,1051,1092,1081)
directory-entry: — Wwe. Louise, Glashüttenstr. 94, Hths., ✉ 6 xyxy=(819,639,1100,655)
previous-page-text-fragment: 24, xyxy=(6,1567,30,1585)
directory-entry: — Wilh., Schlosser, Grünerdeich 40, ✉ 15 xyxy=(215,1165,472,1181)
directory-entry: ⊙ Münder & Jentzsch, IR, Futterartikel, BCto: H. Fil. d. Dtsch. B., Bst: v. Pf. 29/30, T.Adr: Münderham, ☎ I, 1871, Klosterstr. 18/20, ✉ 7, Inh: Clemens Jentzsch xyxy=(819,1505,1091,1564)
directory-entry: — M. L., Reisender, Dillstr. 20, ✉ 13 xyxy=(819,213,1043,229)
directory-entry: — Wilhelm, Seumestr. 33, ✉ 23 xyxy=(215,1207,409,1223)
directory-entry: Mündheim, Frl. E., Osterstr. 65, ✉ 19 xyxy=(1121,186,1361,200)
directory-entry: — Frl. W., Norderstr. 15, ✉ 7 xyxy=(215,383,393,399)
directory-entry: — Willi, Kupferschmied, Vierländerstr. 88, ✉ 27 xyxy=(215,1491,491,1521)
directory-entry: Mündtmeyer, Frau E., Speisewirthschaft, Elbstr. 92, ✉ 3 xyxy=(1121,426,1377,456)
previous-page-text-fragment: 11, xyxy=(6,1103,30,1121)
previous-page-text-fragment: ee xyxy=(6,726,24,744)
previous-page-text-fragment: /67, xyxy=(6,1770,35,1788)
directory-entry: — W. L. M., Scheideweg 8, H. 1, ✉ 30 xyxy=(517,511,750,527)
directory-entry: — Wwe. Zerline, Wandsbeckerchaussee 158, ✉ 23 xyxy=(517,554,795,584)
directory-entry: — Wwe. W. C., Hohenfelderstr. 2, ✉ 24 xyxy=(215,1562,454,1578)
directory-entry: — Hinrich, Drogenhandlung, ☎ III, 2797, Winterhuder Marktplatz 7, ✉ 20 xyxy=(1121,1136,1381,1166)
directory-entry: — Wilh., Lorenzstr. 3, ✉ 15 xyxy=(215,824,382,840)
directory-entry: — Franz, Arbtr., Langestr. 43, Hths., ✉ 4 xyxy=(1121,951,1373,967)
footer-notice xyxy=(210,1882,1410,1912)
directory-entry: — Wilhelm, Zollbeamter, Mittelstr. 19, H. 2a, ✉ 23 xyxy=(215,1307,493,1337)
directory-entry: — W., Bankstr. 144, ✉ 7 xyxy=(215,284,361,300)
directory-entry: — T., ☎ III, 3776, St. G., Langereihe 41, Hths., ✉ 5 xyxy=(819,696,1069,726)
